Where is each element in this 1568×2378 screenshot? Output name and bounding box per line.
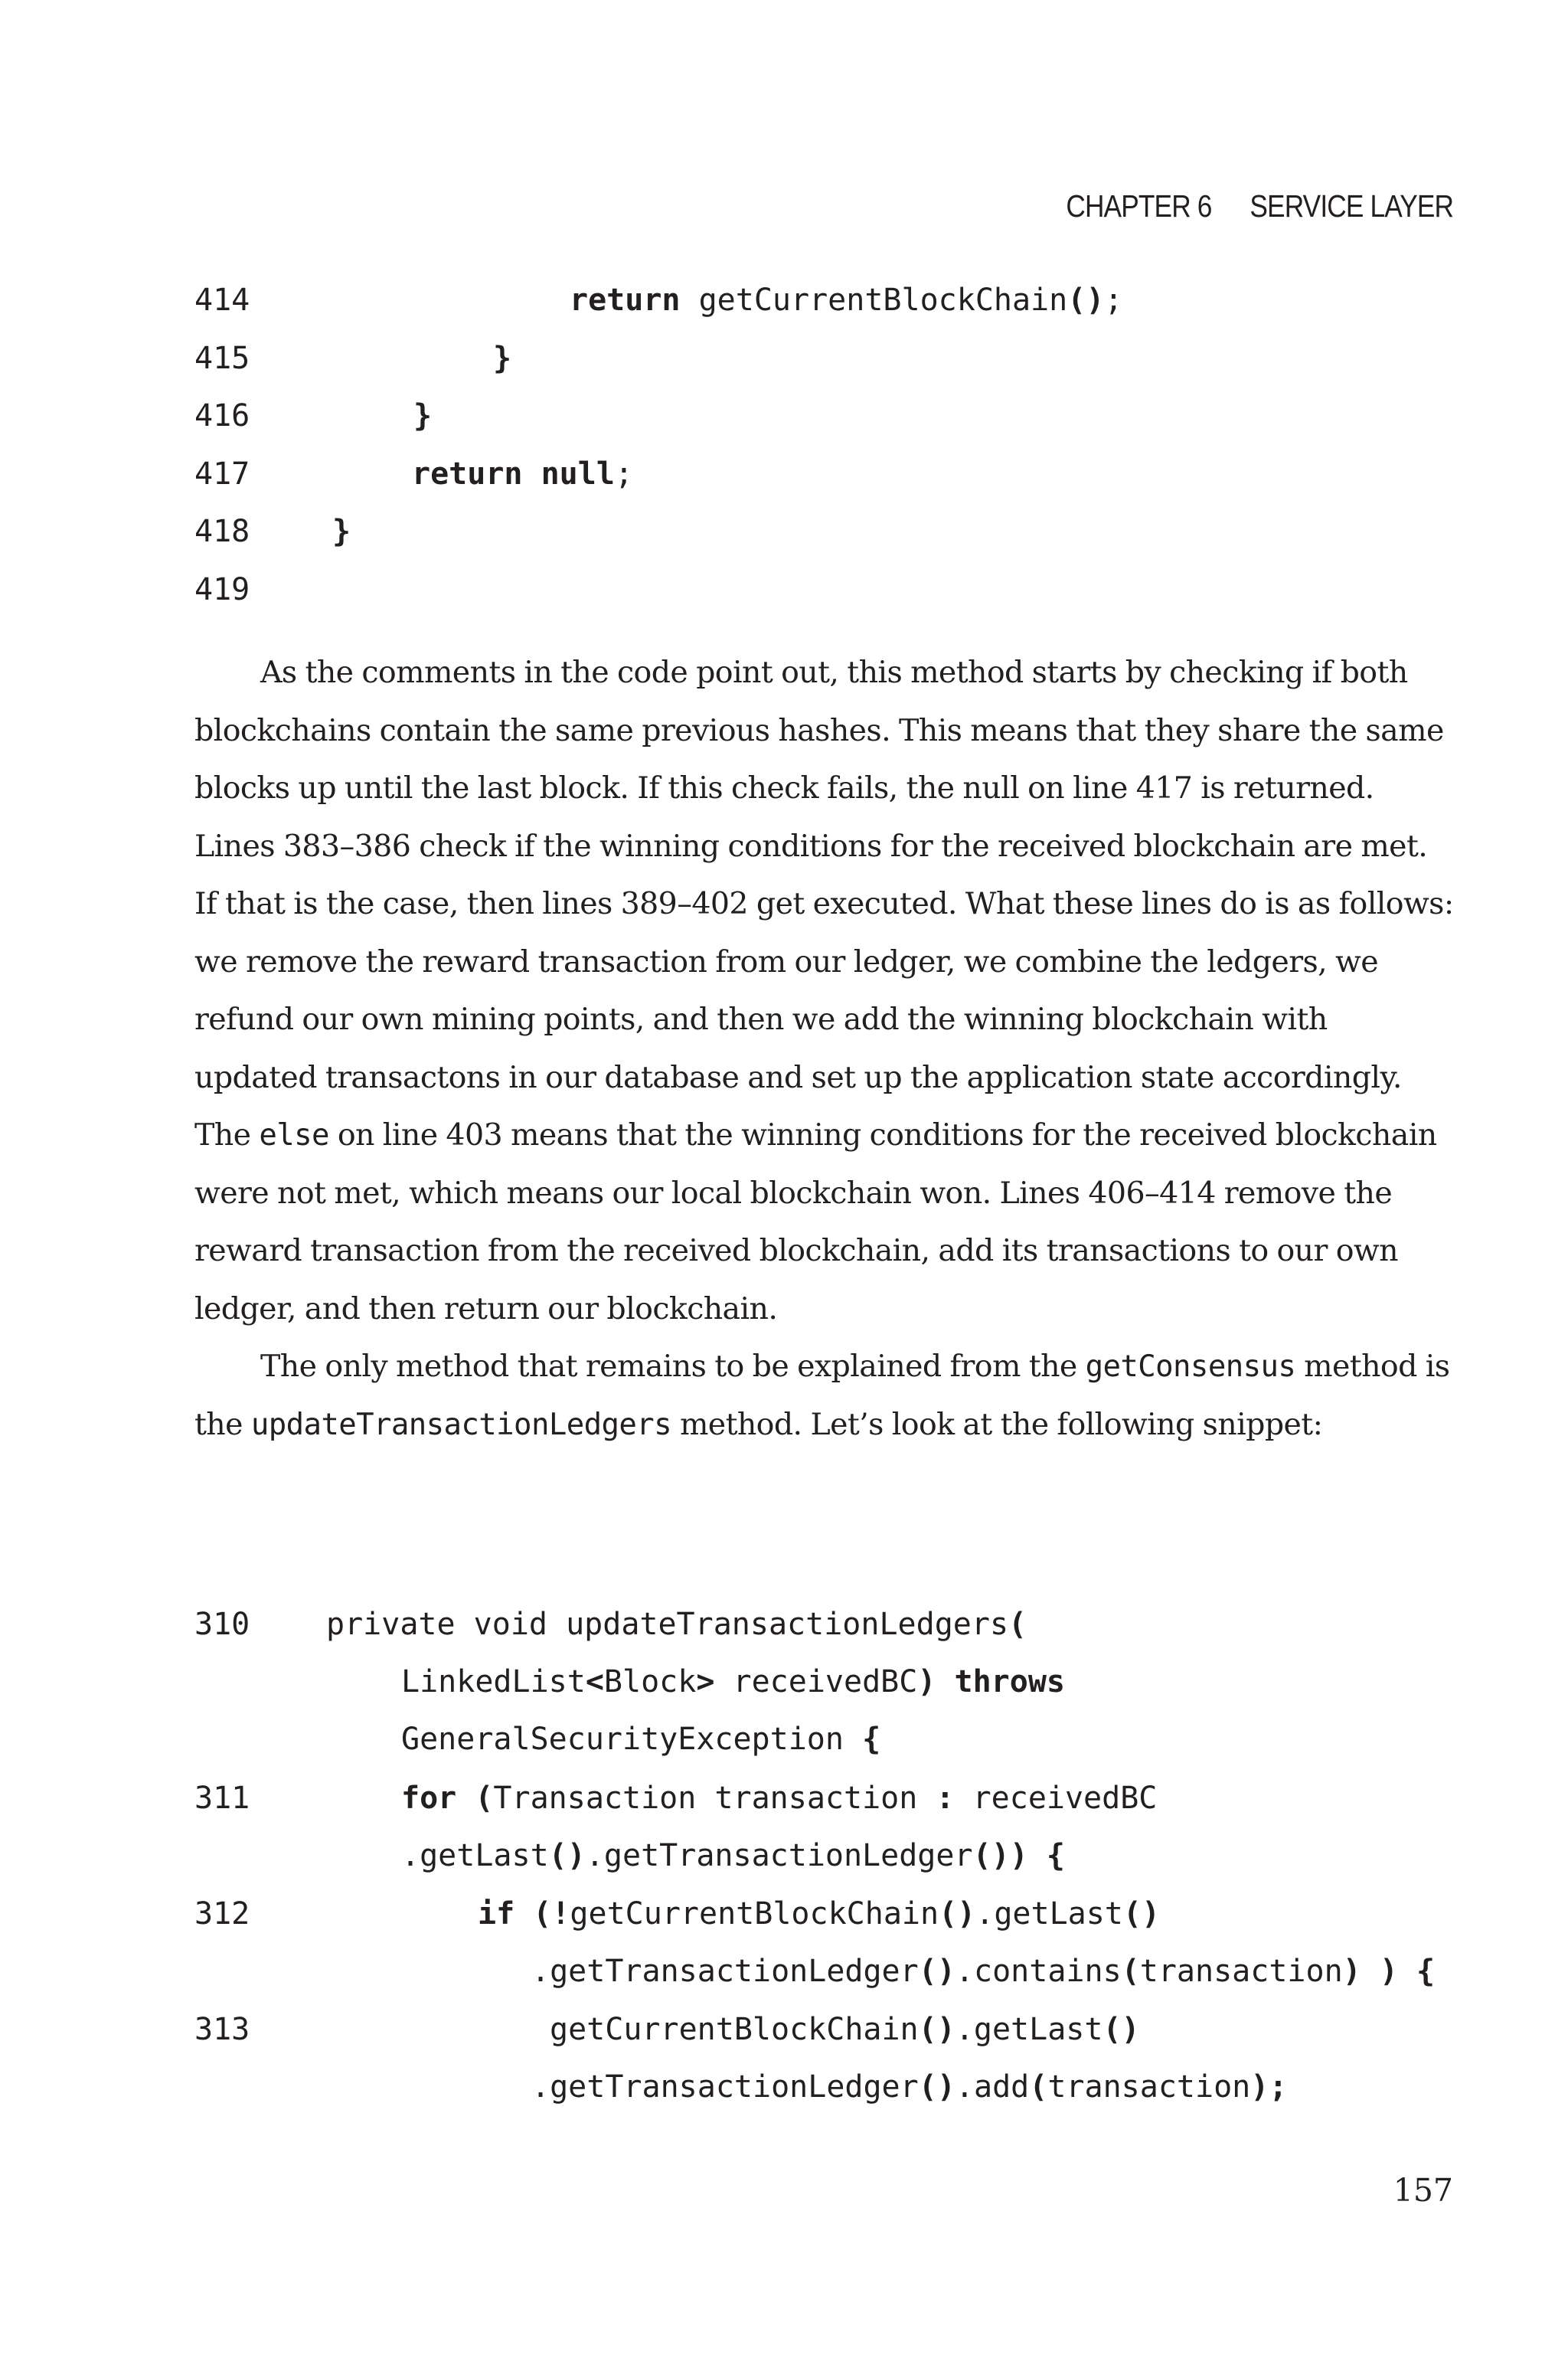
section-label: SERVICE LAYER (1250, 188, 1453, 224)
code-line (194, 1653, 1066, 1711)
code-line (194, 1770, 1158, 1827)
code-listing-top (194, 272, 1123, 674)
line-number: 415 (194, 341, 250, 376)
code-line (194, 1943, 1436, 2000)
inline-code: updateTransactionLedgers (250, 1407, 671, 1442)
code-line (194, 2001, 1140, 2059)
line-number: 312 (194, 1896, 250, 1932)
code-text: .getTransactionLedger().add(transaction); (531, 2069, 1288, 2105)
code-text: } (493, 341, 512, 376)
inline-code: getConsensus (1085, 1349, 1296, 1384)
code-text: } (332, 514, 351, 549)
line-number: 311 (194, 1781, 250, 1816)
line-number: 310 (194, 1607, 250, 1642)
page-number: 157 (1393, 2172, 1453, 2209)
code-text: } (413, 398, 433, 433)
line-number: 417 (194, 456, 250, 492)
line-number: 419 (194, 572, 250, 607)
code-line (194, 330, 512, 388)
line-number: 313 (194, 2012, 250, 2047)
code-line (194, 2059, 1288, 2116)
code-line (194, 1886, 1161, 1943)
inline-code: else (259, 1118, 329, 1153)
code-text: return null; (412, 456, 633, 492)
code-text: .getTransactionLedger().contains(transaction) ) { (531, 1954, 1436, 1989)
code-line (194, 1711, 881, 1768)
code-line (194, 503, 351, 561)
chapter-label: CHAPTER 6 (1066, 188, 1212, 224)
code-text: LinkedList<Block> receivedBC) throws (401, 1664, 1066, 1699)
code-text: .getLast().getTransactionLedger()) { (401, 1838, 1065, 1873)
code-text: private void updateTransactionLedgers( (326, 1607, 1027, 1642)
line-number: 416 (194, 398, 250, 433)
body-text (194, 644, 1458, 1454)
code-line (194, 1596, 1027, 1653)
paragraph: As the comments in the code point out, this method starts by checking if both blockchains contain the same previous hashes. This means that they share the same blocks up until the last block. If this check fails, the null on line 417 is returned. Lines 383–386 check if the winning conditions for the received blockchain are met. If that is the case, then lines 389–402 get executed. What these lines do is as follows: we remove the reward transaction from our ledger, we combine the ledgers, we refund our own mining points, and then we add the winning blockchain with updated transactons in our database and set up the application state accordingly. The else on line 403 means that the winning conditions for the received blockchain were not met, which means our local blockchain won. Lines 406–414 remove the reward transaction from the received blockchain, add its transactions to our own ledger, and then return our blockchain. (194, 655, 1454, 1326)
code-line (194, 561, 268, 619)
code-text: return getCurrentBlockChain(); (570, 283, 1123, 318)
code-text: for (Transaction transaction : receivedBC (401, 1781, 1158, 1816)
code-line (194, 388, 433, 445)
code-line (194, 1827, 1065, 1885)
code-listing-bottom (194, 1596, 1436, 2170)
line-number: 414 (194, 283, 250, 318)
line-number: 418 (194, 514, 250, 549)
code-text: GeneralSecurityException { (401, 1722, 881, 1757)
code-text: getCurrentBlockChain().getLast() (550, 2012, 1140, 2047)
paragraph: The only method that remains to be explained from the getConsensus method is the updateTransactionLedgers method. Let’s look at the following snippet: (194, 1349, 1450, 1442)
code-text: if (!getCurrentBlockChain().getLast() (478, 1896, 1161, 1932)
code-line (194, 272, 1123, 329)
running-header (1066, 188, 1453, 224)
code-line (194, 446, 633, 503)
